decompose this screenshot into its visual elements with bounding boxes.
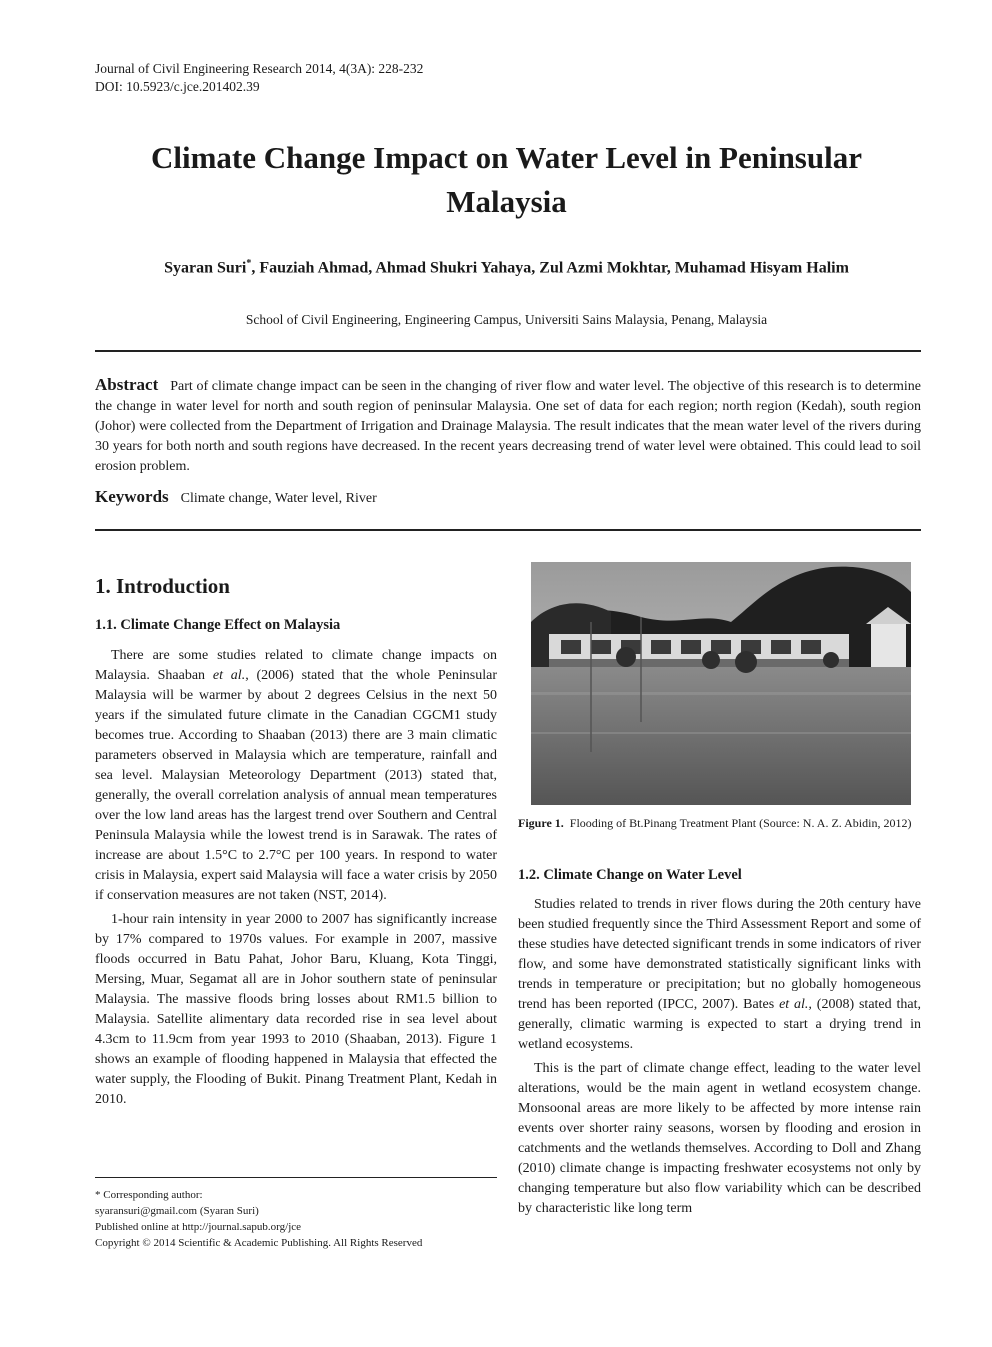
- subsection-heading-1-2: 1.2. Climate Change on Water Level: [518, 867, 742, 883]
- title-line-2: Malaysia: [446, 184, 567, 219]
- subsection-heading-1-1: 1.1. Climate Change Effect on Malaysia: [95, 617, 341, 633]
- left-column: [95, 646, 497, 1110]
- abstract-block: [95, 375, 921, 477]
- keywords-label: Keywords: [95, 487, 169, 506]
- paragraph-text: (2008) stated that, generally, climatic warming is expected to start a drying trend in wetland ecosystems.: [518, 997, 921, 1052]
- paragraph-text: There are some studies related to climate change impacts on Malaysia. Shaaban: [95, 648, 497, 683]
- author-first: Syaran Suri: [164, 259, 247, 277]
- abstract-bottom-rule: [95, 529, 921, 531]
- figure-caption: [518, 815, 920, 832]
- paragraph: 1-hour rain intensity in year 2000 to 2007 has significantly increase by 17% compared to 1970s values. For example in 2007, massive floods occurred in Batu Pahat, Johor Baru, Kluang, Kota Tinggi, Mersing, Muar, Segamat all are in Johor southern state of peninsular Malaysia. The massive floods bring losses about RM1.5 billion to Malaysia. Satellite alimentary data recorded rise in sea level about 4.3cm to 11.9cm from year 1993 to 2010 (Shaaban, 2013). Figure 1 shows an example of flooding happened in Malaysia that effected the water supply, the Flooding of Bukit. Pinang Treatment Plant, Kedah in 2010.: [95, 912, 497, 1107]
- paper-title: [95, 136, 918, 224]
- corresponding-mark: *: [246, 258, 252, 269]
- paragraph-text: Studies related to trends in river flows during the 20th century have been studied frequently since the Third Assessment Report and some of these studies have detected significant trends in some indicators of river flow, and some have demonstrated statistically significant links with trends in temperature or precipitation; but no globally homogeneous trend has been reported (IPCC, 2007). Bates: [518, 897, 921, 1012]
- paragraph: [95, 646, 497, 906]
- footnote: [95, 1187, 422, 1251]
- paragraph-text: , (2006) stated that the whole Peninsular Malaysia will be warmer by about 2 degrees Celsius in the next 50 years if the simulated future climate in the Canadian CGCM1 study becomes true. According to Shaaban (2013) there are 3 main climatic parameters observed in Malaysia which are temperature, rainfall and sea level. Malaysian Meteorology Department (2013) stated that, generally, the overall correlation analysis of annual mean temperatures over the low land areas has the largest trend over Southern and Central Peninsula Malaysia while the lowest trend is in Sarawak. The rates of increase are about 1.5°C to 2.7°C per 100 years. In respond to water crisis in Malaysia, expert said Malaysia will face a water crisis by 2050 if conservation measures are not taken (NST, 2014).: [95, 668, 497, 903]
- journal-header: [95, 60, 423, 96]
- footnote-rule: [95, 1177, 497, 1178]
- paragraph: [518, 895, 921, 1055]
- title-line-1: Climate Change Impact on Water Level in Peninsular: [151, 140, 862, 175]
- keywords-block: [95, 487, 377, 507]
- figure-label: Figure 1.: [518, 816, 564, 830]
- keywords-text: Climate change, Water level, River: [180, 491, 377, 506]
- journal-citation: Journal of Civil Engineering Research 2014, 4(3A): 228-232: [95, 61, 424, 76]
- author-list: [95, 258, 918, 277]
- et-al: et al.,: [779, 997, 812, 1012]
- copyright: Copyright © 2014 Scientific & Academic Publishing. All Rights Reserved: [95, 1237, 423, 1249]
- figure-caption-text: Flooding of Bt.Pinang Treatment Plant (Source: N. A. Z. Abidin, 2012): [569, 816, 912, 830]
- doi: DOI: 10.5923/c.jce.201402.39: [95, 79, 260, 94]
- abstract-text: Part of climate change impact can be seen in the changing of river flow and water level. The objective of this research is to determine the change in water level for north and south region of peninsular Malaysia. One set of data for each region; north region (Kedah), south region (Johor) were collected from the Department of Irrigation and Drainage Malaysia. The result indicates that the mean water level of the rivers during 30 years for both north and south regions have decreased. In the recent years decreasing trend of water level were obtained. This could lead to soil erosion problem.: [95, 379, 921, 474]
- top-rule: [95, 350, 921, 352]
- right-column: [518, 895, 921, 1219]
- et-al: et al.: [212, 668, 246, 683]
- abstract-label: Abstract: [95, 375, 159, 394]
- flood-photo-image: [531, 562, 911, 805]
- author-rest: , Fauziah Ahmad, Ahmad Shukri Yahaya, Zul Azmi Mokhtar, Muhamad Hisyam Halim: [251, 259, 849, 277]
- flood-photo: [531, 562, 911, 805]
- paragraph: This is the part of climate change effect, leading to the water level alterations, would be the main agent in wetland ecosystem change. Monsoonal areas are more likely to be affected by more intense rain events over shorter rainy seasons, worsen by flooding and erosion in catchments and the wetlands themselves. According to Doll and Zhang (2010) climate change is impacting freshwater ecosystems not only by changing temperature but also flow variability which can be described by characteristic like long term: [518, 1061, 921, 1216]
- section-heading-introduction: 1. Introduction: [95, 574, 230, 598]
- published-online: Published online at http://journal.sapub.org/jce: [95, 1221, 302, 1233]
- corresponding-author: * Corresponding author:: [95, 1189, 203, 1201]
- affiliation: School of Civil Engineering, Engineering Campus, Universiti Sains Malaysia, Penang, Malaysia: [245, 312, 768, 327]
- author-email: syaransuri@gmail.com (Syaran Suri): [95, 1205, 259, 1217]
